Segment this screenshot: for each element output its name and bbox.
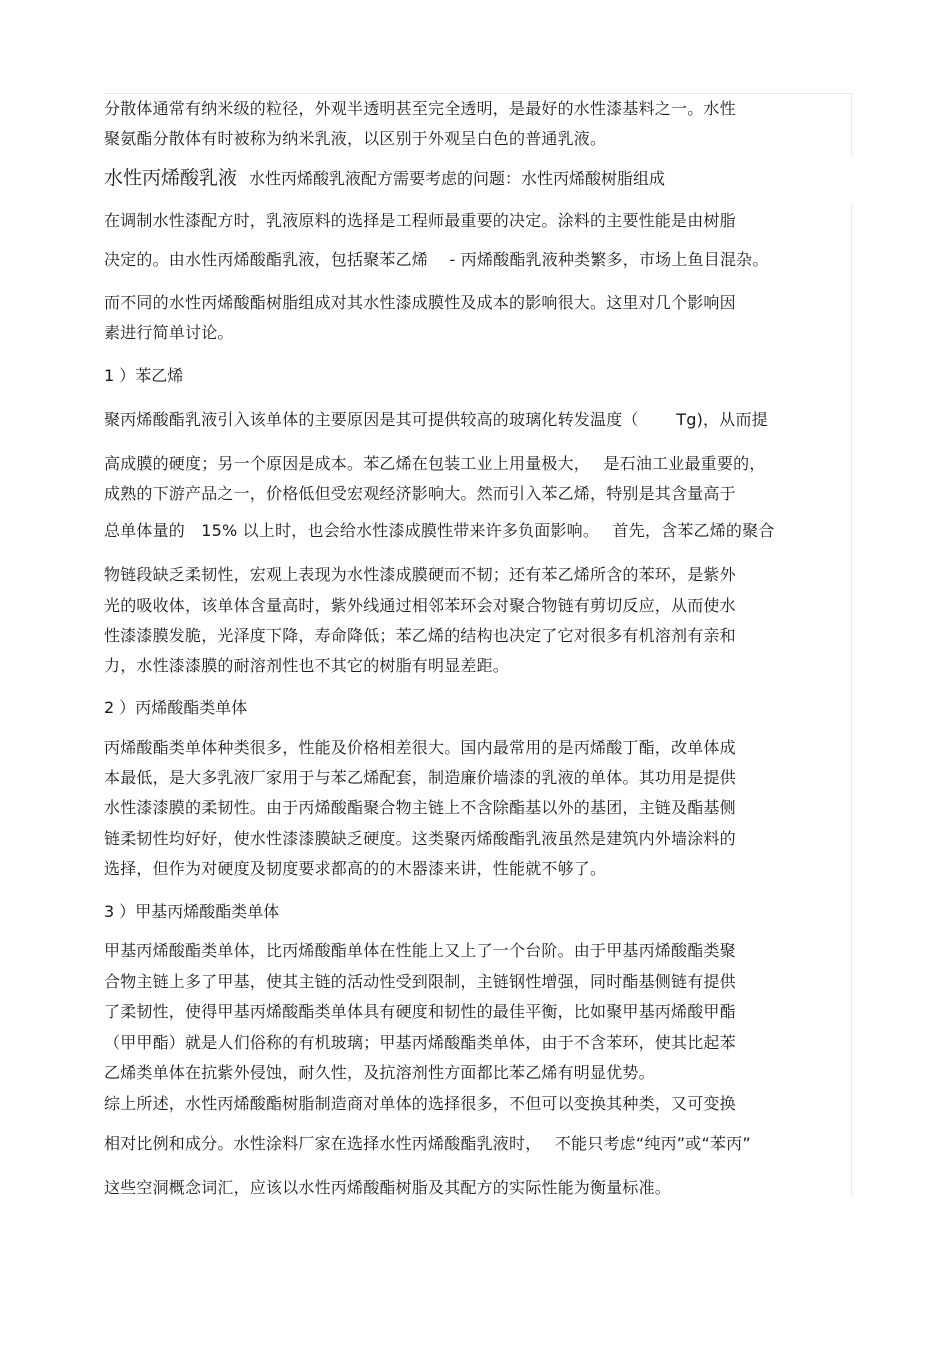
paragraph-line: 性漆漆膜发脆，光泽度下降，寿命降低；苯乙烯的结构也决定了它对很多有机溶剂有亲和 <box>104 626 736 645</box>
section-title: 3 ）甲基丙烯酸酯类单体 <box>104 902 280 921</box>
paragraph-line: 甲基丙烯酸酯类单体，比丙烯酸酯单体在性能上又上了一个台阶。由于甲基丙烯酸酯类聚 <box>104 941 736 960</box>
intro-line: 聚氨酯分散体有时被称为纳米乳液，以区别于外观呈白色的普通乳液。 <box>104 129 607 148</box>
section-title: 1 ）苯乙烯 <box>104 366 184 385</box>
paragraph-line: 本最低，是大多乳液厂家用于与苯乙烯配套，制造廉价墙漆的乳液的单体。其功用是提供 <box>104 768 736 787</box>
paragraph-line: 选择，但作为对硬度及韧度要求都高的的木器漆来讲，性能就不够了。 <box>104 859 607 878</box>
paragraph-line: 力，水性漆漆膜的耐溶剂性也不其它的树脂有明显差距。 <box>104 656 510 675</box>
paragraph-line: 乙烯类单体在抗紫外侵蚀，耐久性，及抗溶剂性方面都比苯乙烯有明显优势。 <box>104 1063 655 1082</box>
paragraph-line: 总单体量的 15% 以上时，也会给水性漆成膜性带来许多负面影响。 首先，含苯乙烯的聚合 <box>104 521 775 540</box>
frame-line-right-lower <box>851 205 852 1195</box>
paragraph-line: 光的吸收体，该单体含量高时，紫外线通过相邻苯环会对聚合物链有剪切反应，从而使水 <box>104 596 736 615</box>
paragraph-line: 了柔韧性，使得甲基丙烯酸酯类单体具有硬度和韧性的最佳平衡，比如聚甲基丙烯酸甲酯 <box>104 1002 736 1021</box>
paragraph-line: 合物主链上多了甲基，使其主链的活动性受到限制，主链钢性增强，同时酯基侧链有提供 <box>104 972 736 991</box>
paragraph-line: 在调制水性漆配方时，乳液原料的选择是工程师最重要的决定。涂料的主要性能是由树脂 <box>104 211 736 230</box>
paragraph-line: 水性漆漆膜的柔韧性。由于丙烯酸酯聚合物主链上不含除酯基以外的基团，主链及酯基侧 <box>104 798 736 817</box>
paragraph-line: 成熟的下游产品之一，价格低但受宏观经济影响大。然而引入苯乙烯，特别是其含量高于 <box>104 484 736 503</box>
paragraph-line: （甲甲酯）就是人们俗称的有机玻璃；甲基丙烯酸酯类单体，由于不含苯环，使其比起苯 <box>104 1033 736 1052</box>
paragraph-line: 物链段缺乏柔韧性，宏观上表现为水性漆成膜硬而不韧；还有苯乙烯所含的苯环，是紫外 <box>104 565 736 584</box>
frame-line-right-upper <box>851 93 852 155</box>
frame-line-top <box>104 93 852 94</box>
paragraph-line: 这些空洞概念词汇，应该以水性丙烯酸酯树脂及其配方的实际性能为衡量标准。 <box>104 1178 672 1197</box>
paragraph-line: 链柔韧性均好好，使水性漆漆膜缺乏硬度。这类聚丙烯酸酯乳液虽然是建筑内外墙涂料的 <box>104 829 736 848</box>
paragraph-line: 聚丙烯酸酯乳液引入该单体的主要原因是其可提供较高的玻璃化转发温度（ Tg)，从而提 <box>104 410 768 429</box>
paragraph-line: 丙烯酸酯类单体种类很多，性能及价格相差很大。国内最常用的是丙烯酸丁酯，改单体成 <box>104 738 736 757</box>
paragraph-line: 相对比例和成分。水性涂料厂家在选择水性丙烯酸酯乳液时， 不能只考虑“纯丙”或“苯丙” <box>104 1134 751 1153</box>
paragraph-line: 高成膜的硬度；另一个原因是成本。苯乙烯在包装工业上用量极大， 是石油工业最重要的， <box>104 454 766 473</box>
intro-line: 分散体通常有纳米级的粒径，外观半透明甚至完全透明，是最好的水性漆基料之一。水性 <box>104 99 736 118</box>
paragraph-line: 综上所述，水性丙烯酸酯树脂制造商对单体的选择很多，不但可以变换其种类，又可变换 <box>104 1094 736 1113</box>
section-heading <box>104 167 665 190</box>
paragraph-line: 决定的。由水性丙烯酸酯乳液，包括聚苯乙烯 - 丙烯酸酯乳液种类繁多，市场上鱼目混杂。 <box>104 250 769 269</box>
paragraph-line: 素进行简单讨论。 <box>104 323 234 342</box>
paragraph-line: 而不同的水性丙烯酸酯树脂组成对其水性漆成膜性及成本的影响很大。这里对几个影响因 <box>104 293 736 312</box>
heading-subtitle: 水性丙烯酸乳液配方需要考虑的问题：水性丙烯酸树脂组成 <box>249 169 666 188</box>
section-title: 2 ）丙烯酸酯类单体 <box>104 698 248 717</box>
heading-title: 水性丙烯酸乳液 <box>104 167 238 189</box>
